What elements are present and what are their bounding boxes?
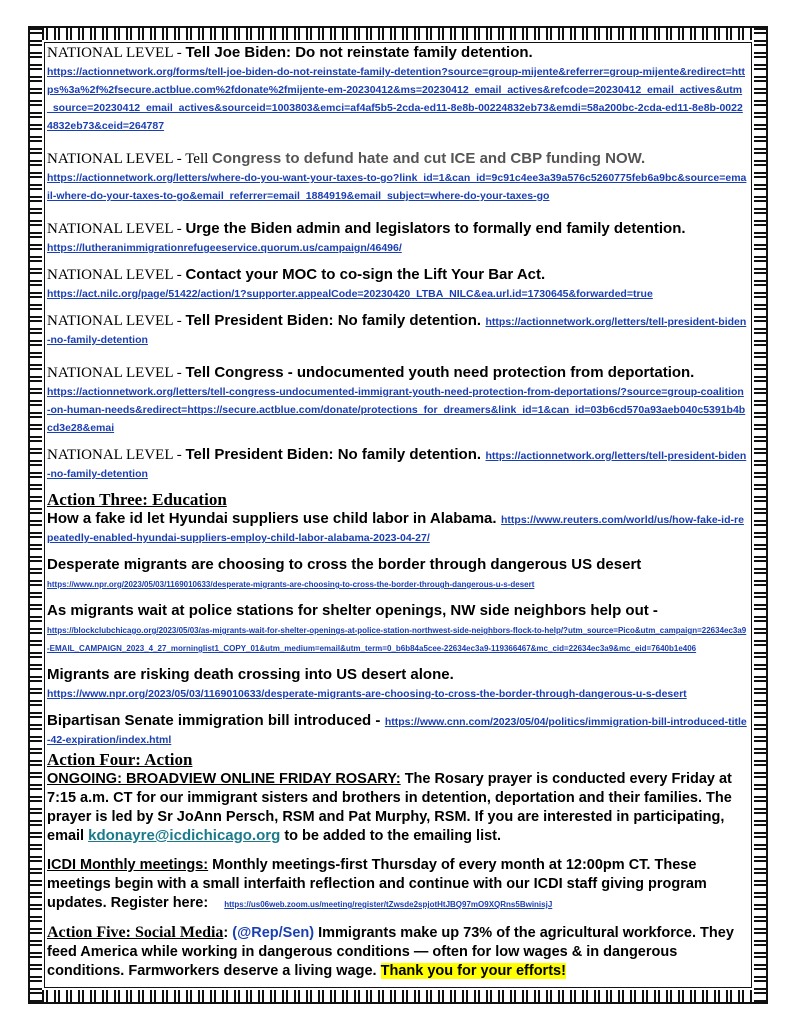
icdi-text: Monthly meetings-first Thursday of every month at 12:00pm CT. These meetings begin with a small interfaith reflection and continue with our ICDI staff giving program updates. Register here: [47, 857, 707, 911]
national-prefix: NATIONAL LEVEL [47, 365, 173, 381]
national-text: Urge the Biden admin and legislators to formally end family detention. [185, 220, 686, 237]
rosary-email-link[interactable]: kdonayre@icdichicago.org [88, 827, 281, 844]
national-prefix: NATIONAL LEVEL [47, 447, 173, 463]
rosary-paragraph [47, 770, 747, 846]
national-link[interactable]: https://actionnetwork.org/forms/tell-joe-biden-do-not-reinstate-family-detention?source=group-mijente&referrer=group-mijente&redirect=https%3a%2f%2fsecure.actblue.com%2fdonate%2fmijente-em-20230412&ms=20230412_email_actives&refcode=20230412_email_actives&utm_source=20230412_email_actives&sourceid=1003803&emci=af4af5b5-2cda-ed11-8e8b-00224832eb73&emdi=58a200bc-2cda-ed11-8e8b-00224832eb73&ceid=264787 [47, 66, 746, 132]
national-link[interactable]: https://actionnetwork.org/letters/tell-president-biden-no-family-detention [47, 316, 747, 346]
education-item [47, 510, 747, 546]
action-three-title: Action Three: Education [47, 490, 227, 509]
education-text: Bipartisan Senate immigration bill introduced - [47, 712, 381, 729]
national-prefix: NATIONAL LEVEL [47, 221, 173, 237]
national-link[interactable]: https://lutheranimmigrationrefugeeservice.quorum.us/campaign/46496/ [47, 242, 402, 254]
national-text: Tell Joe Biden: Do not reinstate family detention. [185, 44, 533, 61]
education-text: As migrants wait at police stations for shelter openings, NW side neighbors help out - [47, 602, 658, 619]
rep-sen-handle: (@Rep/Sen) [232, 925, 315, 941]
national-item: NATIONAL LEVEL - Tell President Biden: No family detention. https://actionnetwork.org/letters/tell-president-biden-no-family-detention [47, 312, 747, 346]
education-item [47, 556, 747, 592]
icdi-register-link[interactable]: https://us06web.zoom.us/meeting/register/tZwsde2spjotHtJBQ97mO9XQRns5BwinisjJ [224, 900, 553, 909]
education-text: How a fake id let Hyundai suppliers use child labor in Alabama. [47, 510, 497, 527]
greek-key-border-top [30, 28, 766, 40]
national-text: Tell President Biden: No family detention. [185, 446, 482, 463]
education-link[interactable]: https://www.cnn.com/2023/05/04/politics/immigration-bill-introduced-title-42-expiration/index.html [47, 716, 747, 746]
social-media-text: Immigrants make up 73% of the agricultural workforce. They feed America while working in dangerous conditions — often for low wages & in dangerous conditions. Farmworkers deserve a living wage. [47, 925, 734, 979]
greek-key-border-left [30, 28, 42, 1002]
education-item [47, 666, 747, 702]
rosary-text: The Rosary prayer is conducted every Friday at 7:15 a.m. CT for our immigrant sisters and brothers in detention, deportation and their families. The prayer is led by Sr JoAnn Persch, RSM and Pat Murphy, RSM. If you are interested in participating, email [47, 771, 732, 844]
national-prefix: NATIONAL LEVEL [47, 313, 173, 329]
national-text: Tell President Biden: No family detention. [185, 312, 482, 329]
national-text: Contact your MOC to co-sign the Lift Your Bar Act. [185, 266, 546, 283]
national-text: Tell Congress - undocumented youth need protection from deportation. [185, 364, 695, 381]
national-item: NATIONAL LEVEL - Urge the Biden admin and legislators to formally end family detention. https://lutheranimmigrationrefugeeservice.quorum.us/campaign/46496/ [47, 220, 686, 254]
greek-key-border-bottom [30, 990, 766, 1002]
icdi-heading: ICDI Monthly meetings: [47, 857, 209, 873]
education-item [47, 712, 747, 748]
social-media-paragraph: Action Five: Social Media: (@Rep/Sen) Immigrants make up 73% of the agricultural workforce. They feed America while working in dangerous conditions — often for low wages & in dangerous conditions. Farmworkers deserve a living wage. Thank you for your efforts! [47, 924, 734, 979]
national-item: NATIONAL LEVEL - Tell Joe Biden: Do not reinstate family detention. https://actionnetwork.org/forms/tell-joe-biden-do-not-reinstate-family-detention?source=group-mijente&referrer=group-mijente&redirect=https%3a%2f%2fsecure.actblue.com%2fdonate%2fmijente-em-20230412&ms=20230412_email_actives&refcode=20230412_email_actives&utm_source=20230412_email_actives&sourceid=1003803&emci=af4af5b5-2cda-ed11-8e8b-00224832eb73&emdi=58a200bc-2cda-ed11-8e8b-00224832eb73&ceid=264787 [47, 44, 746, 132]
document-body [47, 44, 747, 981]
national-item: NATIONAL LEVEL - Tell President Biden: No family detention. https://actionnetwork.org/letters/tell-president-biden-no-family-detention [47, 446, 747, 480]
national-prefix: NATIONAL LEVEL [47, 45, 173, 61]
education-link[interactable]: https://www.npr.org/2023/05/03/1169010633/desperate-migrants-are-choosing-to-cross-the-border-through-dangerous-u-s-desert [47, 688, 687, 700]
rosary-heading: ONGOING: BROADVIEW ONLINE FRIDAY ROSARY: [47, 771, 401, 787]
rosary-text-end: to be added to the emailing list. [280, 828, 502, 844]
national-item: NATIONAL LEVEL - Contact your MOC to co-sign the Lift Your Bar Act. https://act.nilc.org/page/51422/action/1?supporter.appealCode=20230420_LTBA_NILC&ea.url.id=1730645&forwarded=true [47, 266, 653, 300]
national-link[interactable]: https://act.nilc.org/page/51422/action/1?supporter.appealCode=20230420_LTBA_NILC&ea.url.id=1730645&forwarded=true [47, 288, 653, 300]
thank-you-highlight: Thank you for your efforts! [380, 963, 566, 979]
education-text: Desperate migrants are choosing to cross the border through dangerous US desert [47, 556, 642, 573]
education-item [47, 602, 747, 656]
national-prefix: NATIONAL LEVEL [47, 151, 173, 167]
national-prefix: NATIONAL LEVEL [47, 267, 173, 283]
national-link[interactable]: https://actionnetwork.org/letters/tell-president-biden-no-family-detention [47, 450, 747, 480]
national-item: NATIONAL LEVEL - Tell Congress - undocumented youth need protection from deportation. https://actionnetwork.org/letters/tell-congress-undocumented-immigrant-youth-need-protection-from-deportations/?source=group-coalition-on-human-needs&redirect=https://secure.actblue.com/donate/protections_for_dreamers&link_id=1&can_id=03b6cd570a93aeb040c5391b4bcd3e28&emai [47, 364, 746, 434]
action-five-title: Action Five: Social Media [47, 924, 224, 941]
action-four-title: Action Four: Action [47, 750, 193, 769]
education-link[interactable]: https://www.npr.org/2023/05/03/1169010633/desperate-migrants-are-choosing-to-cross-the-border-through-dangerous-u-s-desert [47, 580, 535, 589]
national-text-plain: Tell [185, 151, 213, 167]
national-item: NATIONAL LEVEL - Tell Congress to defund hate and cut ICE and CBP funding NOW. https://actionnetwork.org/letters/where-do-you-want-your-taxes-to-go?link_id=1&can_id=9c91c4ee3a39a576c5260775feb6a9bc&source=email-where-do-your-taxes-to-go&email_referrer=email_1884919&email_subject=where-do-your-taxes-go [47, 150, 747, 202]
national-link[interactable]: https://actionnetwork.org/letters/tell-congress-undocumented-immigrant-youth-need-protection-from-deportations/?source=group-coalition-on-human-needs&redirect=https://secure.actblue.com/donate/protections_for_dreamers&link_id=1&can_id=03b6cd570a93aeb040c5391b4bcd3e28&emai [47, 386, 746, 434]
national-link[interactable]: https://actionnetwork.org/letters/where-do-you-want-your-taxes-to-go?link_id=1&can_id=9c91c4ee3a39a576c5260775feb6a9bc&source=email-where-do-your-taxes-to-go&email_referrer=email_1884919&email_subject=where-do-your-taxes-go [47, 172, 747, 202]
education-link[interactable]: https://blockclubchicago.org/2023/05/03/as-migrants-wait-for-shelter-openings-at-police-station-northwest-side-neighbors-flock-to-help/?utm_source=Pico&utm_campaign=22634ec3a9-EMAIL_CAMPAIGN_2023_4_27_morninglist1_COPY_01&utm_medium=email&utm_term=0_b6b84a5cee-22634ec3a9-119366467&mc_cid=22634ec3a9&mc_eid=7640b1e406 [47, 626, 747, 653]
icdi-paragraph [47, 856, 747, 913]
greek-key-border-right [754, 28, 766, 1002]
education-link[interactable]: https://www.reuters.com/world/us/how-fake-id-repeatedly-enabled-hyundai-suppliers-employ-child-labor-alabama-2023-04-27/ [47, 514, 744, 544]
national-text: Congress to defund hate and cut ICE and CBP funding NOW. [212, 150, 646, 167]
education-text: Migrants are risking death crossing into US desert alone. [47, 666, 454, 683]
